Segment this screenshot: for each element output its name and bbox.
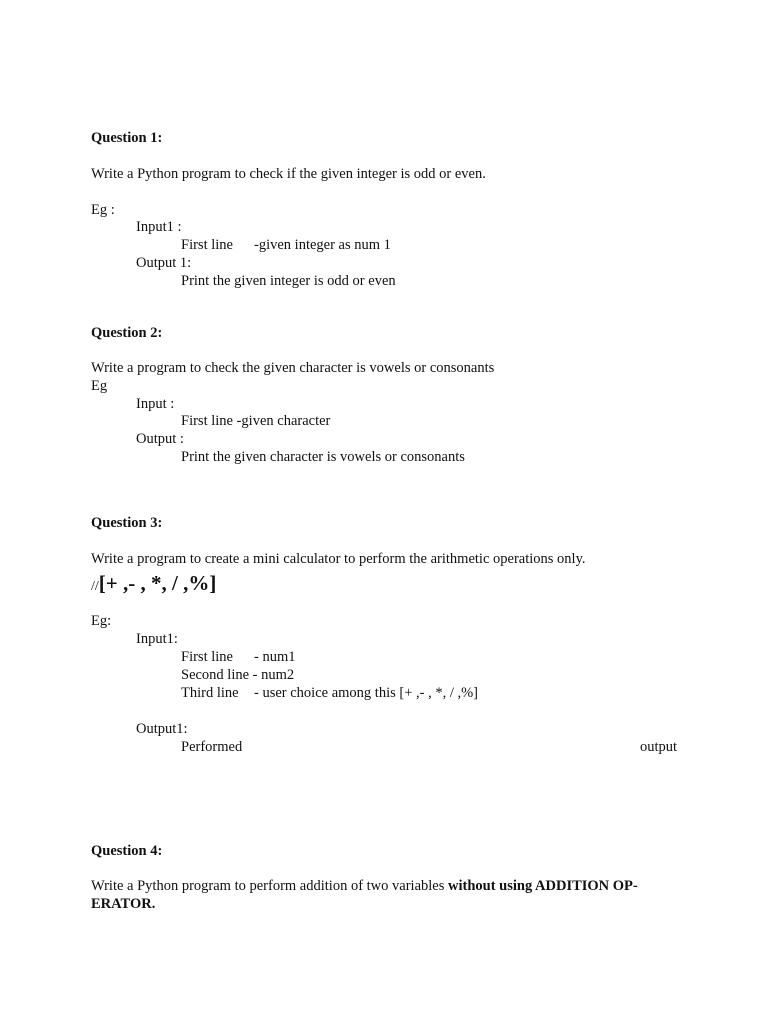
question-2-eg: Eg (91, 378, 108, 394)
question-2-output-desc: Print the given character is vowels or consonants (181, 449, 465, 465)
question-3-line2: Second line - num2 (181, 667, 295, 683)
question-4-heading: Question 4: (91, 843, 163, 859)
question-1-output-label: Output 1: (136, 255, 192, 271)
question-4-prompt-start: Write a Python program to perform addition of two variables (91, 878, 448, 894)
question-1-input-label: Input1 : (136, 219, 182, 235)
question-4-prompt-bold-2: ERATOR. (91, 896, 156, 912)
question-3-ops-line (91, 573, 216, 594)
question-3-output-label: Output1: (136, 721, 188, 737)
question-3-line1-label: First line (181, 649, 233, 665)
question-3-ops-prefix: // (91, 579, 99, 594)
question-3-eg: Eg: (91, 613, 112, 629)
question-3-prompt: Write a program to create a mini calculator to perform the arithmetic operations only. (91, 551, 586, 567)
question-1-eg: Eg : (91, 202, 115, 218)
question-2-input-label: Input : (136, 396, 175, 412)
question-1-output-desc: Print the given integer is odd or even (181, 273, 396, 289)
question-1-input-line-desc: -given integer as num 1 (254, 237, 391, 253)
question-2-prompt: Write a program to check the given character is vowels or consonants (91, 360, 495, 376)
question-3-ops: [+ ,- , *, / ,%] (98, 571, 217, 595)
question-4-prompt-bold-1: without using ADDITION OP- (448, 878, 638, 894)
question-3-input-label: Input1: (136, 631, 178, 647)
question-4-prompt-line1 (91, 879, 677, 894)
question-3-line1-desc: - num1 (254, 649, 296, 665)
question-1-input-line-label: First line (181, 237, 233, 253)
question-2-output-label: Output : (136, 431, 184, 447)
question-2-input-line: First line -given character (181, 413, 331, 429)
question-3-output-left: Performed (181, 739, 243, 755)
question-3-line3-label: Third line (181, 685, 239, 701)
question-3-line3-desc: - user choice among this [+ ,- , *, / ,%] (254, 685, 479, 701)
question-1-heading: Question 1: (91, 130, 163, 146)
question-1-prompt: Write a Python program to check if the given integer is odd or even. (91, 166, 486, 182)
question-3-output-right: output (639, 739, 677, 755)
question-2-heading: Question 2: (91, 325, 163, 341)
question-3-heading: Question 3: (91, 515, 163, 531)
